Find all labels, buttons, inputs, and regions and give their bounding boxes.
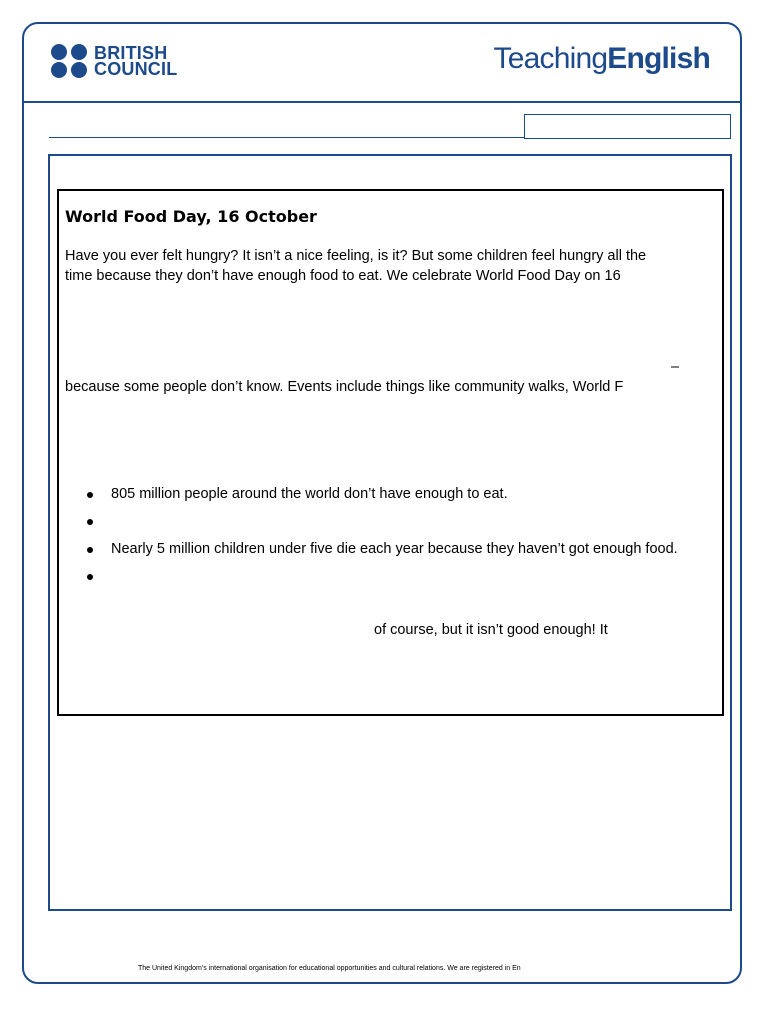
logo-english: English	[607, 42, 710, 75]
bullet-dot	[87, 519, 93, 525]
logo-line-1: BRITISH	[94, 43, 168, 63]
header-divider	[24, 101, 742, 103]
paragraph-1-line-2: time because they don’t have enough food to eat. We celebrate World Food Day on 16	[65, 268, 621, 284]
bullet-dot	[87, 492, 93, 498]
paragraph-2-line: because some people don’t know. Events include things like community walks, World F	[65, 379, 624, 395]
bullet-item-3: Nearly 5 million children under five die each year because they haven’t got enough food.	[111, 541, 678, 557]
level-box	[524, 114, 731, 139]
bullet-dot	[87, 574, 93, 580]
footer-text: The United Kingdom’s international organisation for educational opportunities and cultural relations. We are registered in En	[138, 965, 521, 972]
logo-line-2: COUNCIL	[94, 59, 178, 79]
closing-line: of course, but it isn’t good enough! It	[374, 622, 608, 638]
bullet-item-1: 805 million people around the world don’t have enough to eat.	[111, 486, 508, 502]
logo-dots-icon	[51, 44, 88, 78]
dash: –	[671, 359, 680, 375]
bullet-dot	[87, 547, 93, 553]
title-underline	[49, 137, 525, 138]
logo-teaching: Teaching	[493, 42, 608, 75]
logo-text	[94, 45, 177, 77]
teaching-english-logo	[494, 42, 710, 76]
british-council-logo	[51, 44, 177, 78]
article-title: World Food Day, 16 October	[65, 207, 317, 226]
paragraph-1-line-1: Have you ever felt hungry? It isn’t a nice feeling, is it? But some children feel hungry all the	[65, 248, 647, 264]
